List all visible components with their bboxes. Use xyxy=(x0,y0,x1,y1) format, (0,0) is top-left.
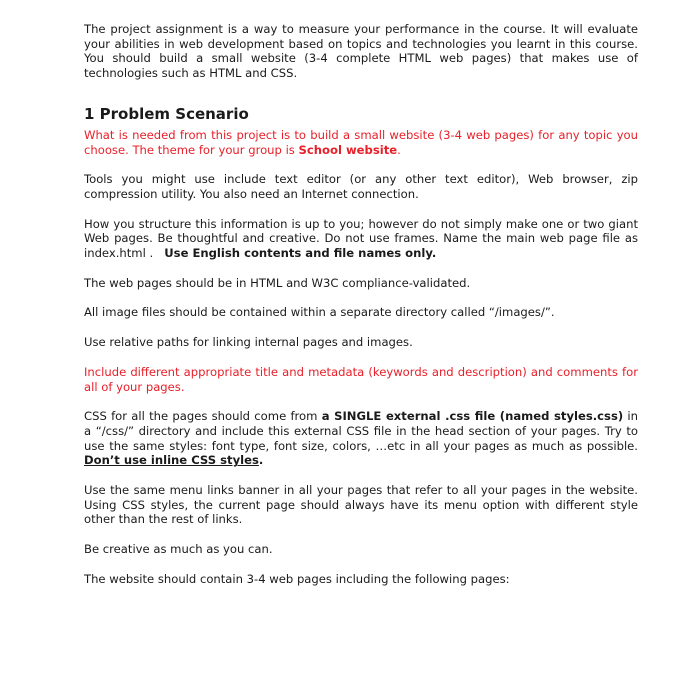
tools-paragraph: Tools you might use include text editor (or any other text editor), Web browser, zip compression utility. You also need an Internet connection. xyxy=(84,172,638,201)
inline-css-warning: Don’t use inline CSS styles xyxy=(84,453,259,468)
theme-name: School website xyxy=(298,142,398,157)
scenario-paragraph: What is needed from this project is to build a small website (3-4 web pages) for any topic you choose. The theme for your group is School website. xyxy=(84,127,638,157)
images-paragraph: All image files should be contained within a separate directory called “/images/”. xyxy=(84,305,555,320)
creative-paragraph: Be creative as much as you can. xyxy=(84,542,273,557)
metadata-paragraph: Include different appropriate title and metadata (keywords and description) and comments for all of your pages. xyxy=(84,364,638,394)
structure-paragraph: How you structure this information is up to you; however do not simply make one or two giant Web pages. Be thoughtful and creative. Do not use frames. Name the main web page file as index.html . Use English contents and file names only. xyxy=(84,216,638,261)
menu-paragraph: Use the same menu links banner in all your pages that refer to all your pages in the website. Using CSS styles, the current page should always have its menu option with different style other than the rest of links. xyxy=(84,483,638,527)
section-heading: 1 Problem Scenario xyxy=(84,104,249,123)
english-requirement: Use English contents and file names only. xyxy=(164,246,437,261)
scenario-text: What is needed from this project is to build a small website (3-4 web pages) for any topic you choose. The theme for your group is xyxy=(84,127,638,157)
intro-paragraph: The project assignment is a way to measure your performance in the course. It will evaluate your abilities in web development based on topics and technologies you learnt in this course. You should build a small website (3-4 complete HTML web pages) that makes use of technologies such as HTML and CSS. xyxy=(84,22,638,81)
pages-intro-paragraph: The website should contain 3-4 web pages including the following pages: xyxy=(84,571,510,586)
css-paragraph: CSS for all the pages should come from a SINGLE external .css file (named styles.css) in a “/css/” directory and include this external CSS file in the head section of your pages. Try to use the same styles: font type, font size, colors, …etc in all your pages as much as possible. Don’t use inline CSS styles. xyxy=(84,409,638,468)
paths-paragraph: Use relative paths for linking internal pages and images. xyxy=(84,335,413,350)
css-file-requirement: a SINGLE external .css file (named styles.css) xyxy=(321,409,624,424)
w3c-paragraph: The web pages should be in HTML and W3C compliance-validated. xyxy=(84,275,471,290)
